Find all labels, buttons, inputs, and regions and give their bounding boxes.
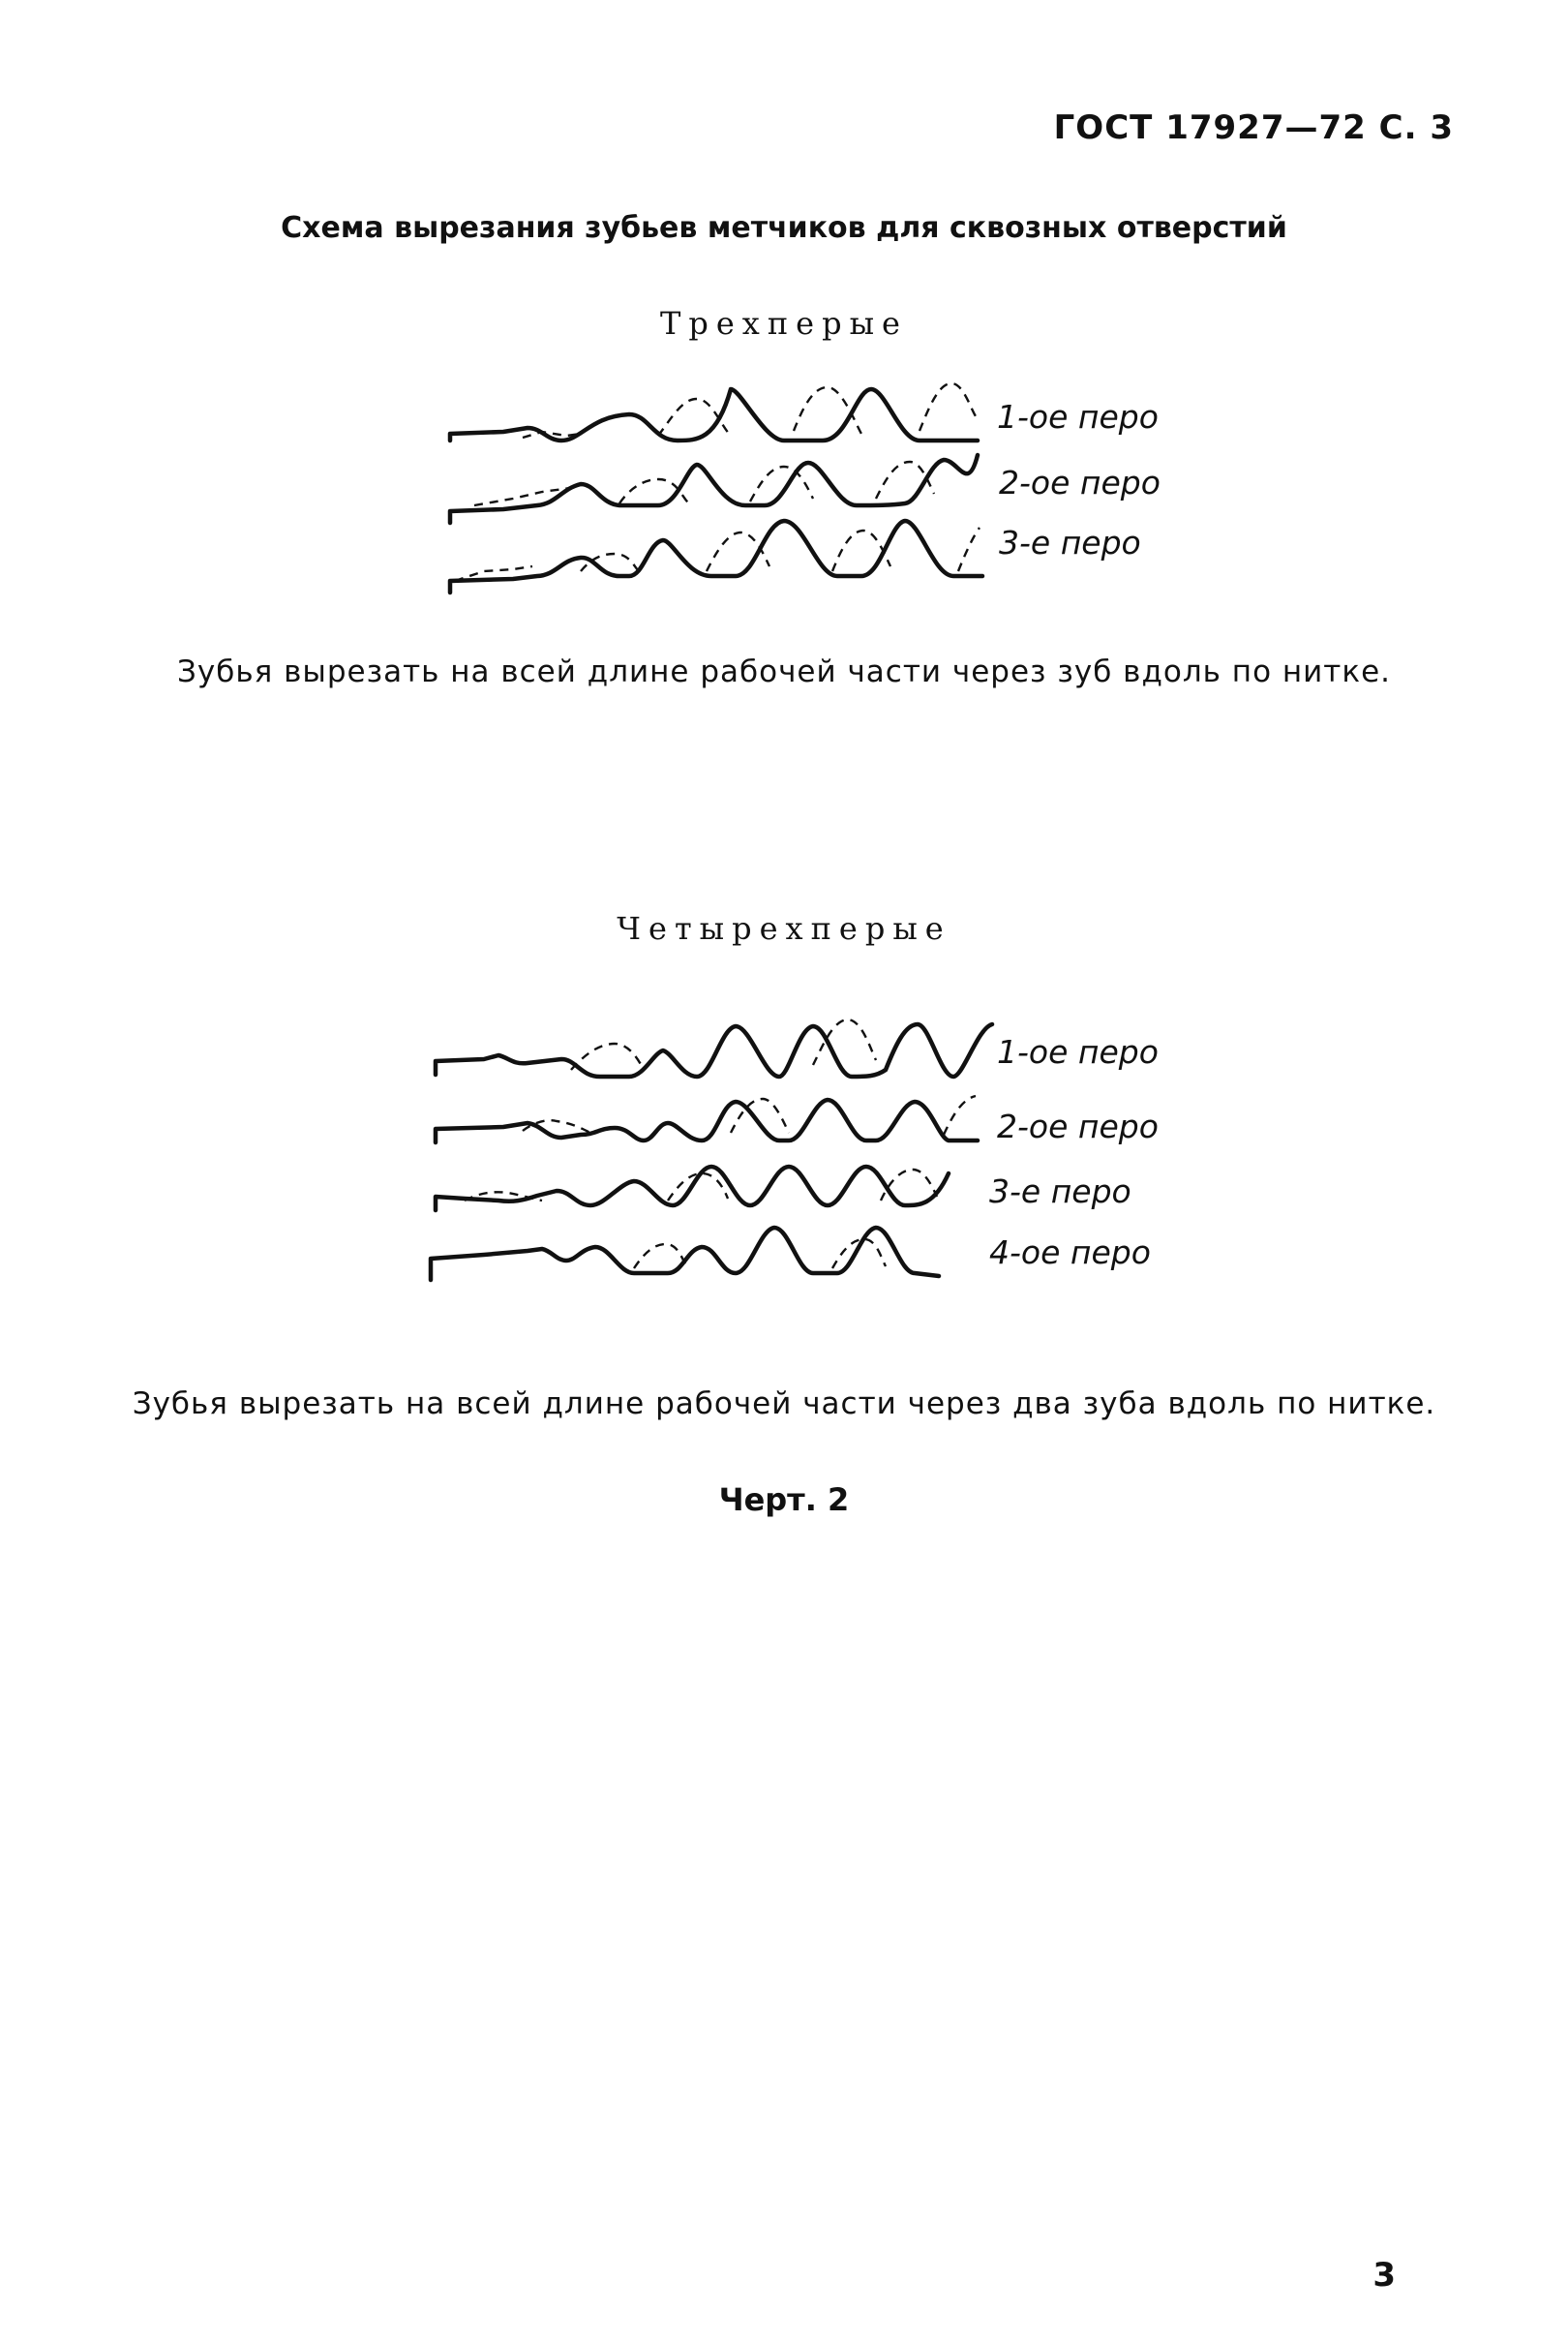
three-flute-note: Зубья вырезать на всей длине рабочей части через зуб вдоль по нитке. — [176, 654, 1392, 689]
flute-row-1 — [436, 1019, 1159, 1077]
three-flute-heading: Трехперые — [660, 305, 908, 342]
flute-row-3 — [436, 1167, 1131, 1210]
flute-row-1 — [450, 383, 1159, 441]
figure-caption: Черт. 2 — [718, 1481, 850, 1518]
page-title: Схема вырезания зубьев метчиков для сквозных отверстий — [281, 211, 1287, 245]
flute-row-2 — [436, 1096, 1159, 1145]
four-flute-heading: Четырехперые — [617, 910, 951, 947]
page-number: 3 — [1372, 2256, 1396, 2295]
flute-row-3 — [450, 521, 1141, 593]
flute-label: 3-е перо — [999, 524, 1141, 562]
three-flute-diagram — [450, 383, 1161, 593]
flute-label: 2-ое перо — [997, 1108, 1159, 1145]
flute-label: 1-ое перо — [997, 1033, 1159, 1071]
standard-header: ГОСТ 17927—72 С. 3 — [1053, 108, 1454, 147]
flute-label: 3-е перо — [989, 1172, 1131, 1210]
flute-label: 1-ое перо — [997, 398, 1159, 436]
four-flute-note: Зубья вырезать на всей длине рабочей части через два зуба вдоль по нитке. — [132, 1386, 1436, 1421]
four-flute-diagram — [431, 1019, 1159, 1280]
flute-row-4 — [431, 1228, 1151, 1280]
flute-label: 2-ое перо — [999, 464, 1161, 502]
flute-label: 4-ое перо — [989, 1233, 1151, 1271]
flute-row-2 — [450, 455, 1161, 523]
